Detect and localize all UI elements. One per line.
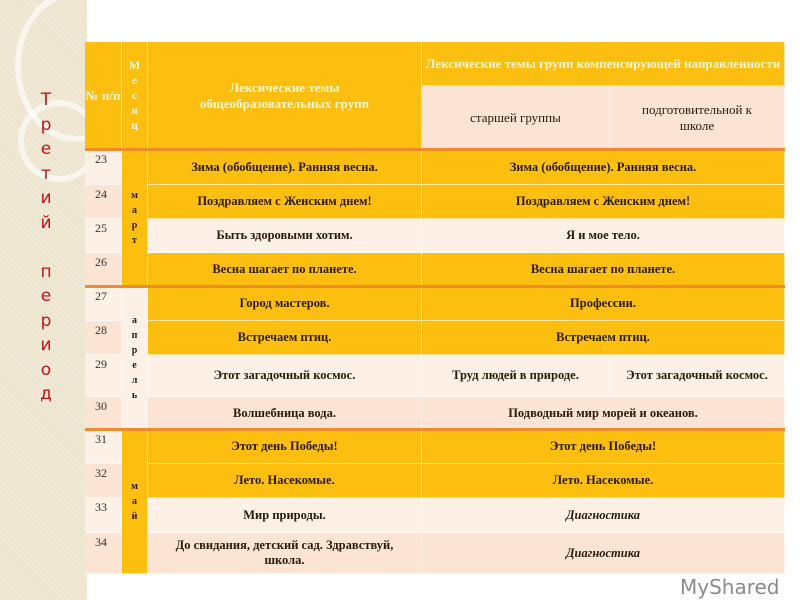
section-divider bbox=[85, 148, 785, 151]
compensating-theme: Профессии. bbox=[422, 287, 785, 321]
month-cell bbox=[122, 430, 148, 574]
general-theme: Город мастеров. bbox=[148, 287, 422, 321]
general-theme: Встречаем птиц. bbox=[148, 321, 422, 355]
side-panel bbox=[0, 0, 87, 600]
general-theme: Волшебница вода. bbox=[148, 397, 422, 430]
month-header-letter: я bbox=[131, 103, 138, 117]
title-letter: и bbox=[40, 188, 52, 208]
prep-theme: Этот загадочный космос. bbox=[610, 355, 785, 397]
row-number: 33 bbox=[85, 498, 122, 533]
month-letter: а bbox=[132, 315, 137, 326]
general-theme: Быть здоровыми хотим. bbox=[148, 219, 422, 253]
month-letter: ь bbox=[131, 390, 138, 401]
compensating-theme: Весна шагает по планете. bbox=[422, 253, 785, 287]
row-number: 32 bbox=[85, 464, 122, 498]
title-letter: Т bbox=[40, 90, 52, 110]
general-theme: Этот загадочный космос. bbox=[148, 355, 422, 397]
row-number: 28 bbox=[85, 321, 122, 355]
general-theme: Мир природы. bbox=[148, 498, 422, 533]
month-header-letter: ц bbox=[131, 118, 138, 132]
period-title bbox=[36, 88, 56, 407]
month-letter: р bbox=[131, 220, 138, 231]
title-letter: е bbox=[40, 139, 52, 159]
title-letter: е bbox=[40, 286, 52, 306]
row-number: 30 bbox=[85, 397, 122, 430]
row-number: 26 bbox=[85, 253, 122, 287]
row-number: 27 bbox=[85, 287, 122, 321]
title-letter: о bbox=[40, 359, 52, 380]
month-letter: й bbox=[131, 511, 138, 522]
title-letter: и bbox=[40, 335, 52, 355]
row-number: 25 bbox=[85, 219, 122, 253]
general-theme: Зима (обобщение). Ранняя весна. bbox=[148, 150, 422, 185]
month-cell bbox=[122, 150, 148, 287]
general-theme: Поздравляем с Женским днем! bbox=[148, 185, 422, 219]
month-header-letter: е bbox=[131, 73, 138, 87]
month-letter: т bbox=[132, 235, 137, 246]
compensating-theme: Диагностика bbox=[422, 533, 785, 574]
month-header-letter: с bbox=[131, 88, 138, 102]
section-divider bbox=[85, 285, 785, 288]
title-letter: р bbox=[40, 114, 52, 135]
month-letter: е bbox=[132, 360, 137, 371]
month-letter: л bbox=[131, 375, 138, 386]
month-letter: р bbox=[131, 345, 138, 356]
compensating-theme: Диагностика bbox=[422, 498, 785, 533]
compensating-theme: Зима (обобщение). Ранняя весна. bbox=[422, 150, 785, 185]
title-letter: й bbox=[40, 212, 52, 233]
title-letter: п bbox=[40, 261, 52, 282]
header-month bbox=[122, 42, 148, 150]
general-theme: До свидания, детский сад. Здравствуй, школа. bbox=[148, 533, 422, 574]
senior-theme: Труд людей в природе. bbox=[422, 355, 610, 397]
section-divider bbox=[85, 428, 785, 431]
compensating-theme: Подводный мир морей и океанов. bbox=[422, 397, 785, 430]
compensating-theme: Я и мое тело. bbox=[422, 219, 785, 253]
month-letter: а bbox=[132, 496, 137, 507]
month-letter: а bbox=[132, 205, 137, 216]
row-number: 29 bbox=[85, 355, 122, 397]
row-number: 23 bbox=[85, 150, 122, 185]
header-compensating: Лексические темы групп компенсирующей направленности bbox=[422, 42, 785, 86]
header-prep: подготовительной к школе bbox=[610, 86, 785, 150]
month-letter: м bbox=[131, 190, 138, 201]
general-theme: Лето. Насекомые. bbox=[148, 464, 422, 498]
row-number: 31 bbox=[85, 430, 122, 464]
row-number: 24 bbox=[85, 185, 122, 219]
general-theme: Весна шагает по планете. bbox=[148, 253, 422, 287]
row-number: 34 bbox=[85, 533, 122, 574]
title-letter bbox=[36, 235, 56, 260]
watermark: MyShared bbox=[680, 575, 780, 599]
month-header-letter: М bbox=[128, 58, 141, 72]
compensating-theme: Поздравляем с Женским днем! bbox=[422, 185, 785, 219]
title-letter: т bbox=[41, 163, 51, 184]
header-num: № п/п bbox=[85, 42, 122, 150]
header-senior: старшей группы bbox=[422, 86, 610, 150]
header-general: Лексические темы общеобразовательных групп bbox=[148, 42, 422, 150]
month-letter: м bbox=[131, 481, 138, 492]
general-theme: Этот день Победы! bbox=[148, 430, 422, 464]
month-cell bbox=[122, 287, 148, 430]
compensating-theme: Лето. Насекомые. bbox=[422, 464, 785, 498]
title-letter: р bbox=[40, 310, 52, 331]
month-letter: п bbox=[131, 330, 138, 341]
compensating-theme: Этот день Победы! bbox=[422, 430, 785, 464]
compensating-theme: Встречаем птиц. bbox=[422, 321, 785, 355]
title-letter: д bbox=[40, 384, 52, 404]
